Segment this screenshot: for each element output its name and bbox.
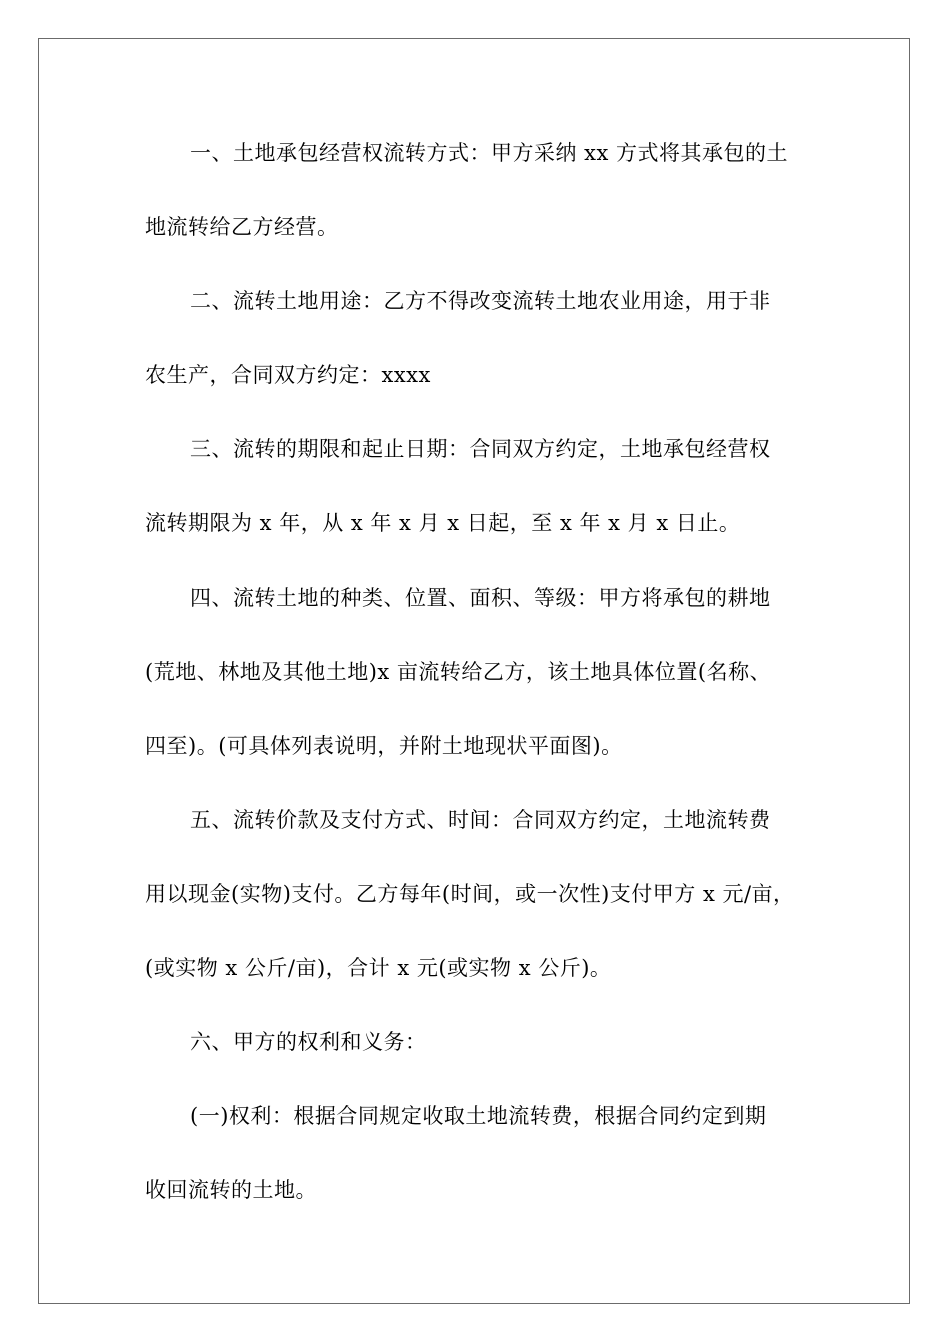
clause-3-line-1: 三、流转的期限和起止日期：合同双方约定，土地承包经营权 <box>190 437 771 461</box>
clause-6-1-line-1: (一)权利：根据合同规定收取土地流转费，根据合同约定到期 <box>190 1104 767 1128</box>
clause-4-line-3: 四至)。(可具体列表说明，并附土地现状平面图)。 <box>145 734 623 758</box>
clause-5-line-1: 五、流转价款及支付方式、时间：合同双方约定，土地流转费 <box>190 808 771 832</box>
clause-6-heading: 六、甲方的权利和义务： <box>190 1030 427 1054</box>
clause-4-line-2: (荒地、林地及其他土地)x 亩流转给乙方，该土地具体位置(名称、 <box>145 660 772 684</box>
clause-1-line-1: 一、土地承包经营权流转方式：甲方采纳 xx 方式将其承包的土 <box>190 141 789 165</box>
clause-4-line-1: 四、流转土地的种类、位置、面积、等级：甲方将承包的耕地 <box>190 586 771 610</box>
clause-6-1-line-2: 收回流转的土地。 <box>145 1178 317 1202</box>
clause-2-line-1: 二、流转土地用途：乙方不得改变流转土地农业用途，用于非 <box>190 289 771 313</box>
clause-3-line-2: 流转期限为 x 年，从 x 年 x 月 x 日起，至 x 年 x 月 x 日止。 <box>145 511 741 535</box>
clause-5-line-3: (或实物 x 公斤/亩)，合计 x 元(或实物 x 公斤)。 <box>145 956 612 980</box>
clause-2-line-2: 农生产，合同双方约定：xxxx <box>145 363 431 387</box>
clause-5-line-2: 用以现金(实物)支付。乙方每年(时间，或一次性)支付甲方 x 元/亩， <box>145 882 795 906</box>
clause-1-line-2: 地流转给乙方经营。 <box>145 215 339 239</box>
